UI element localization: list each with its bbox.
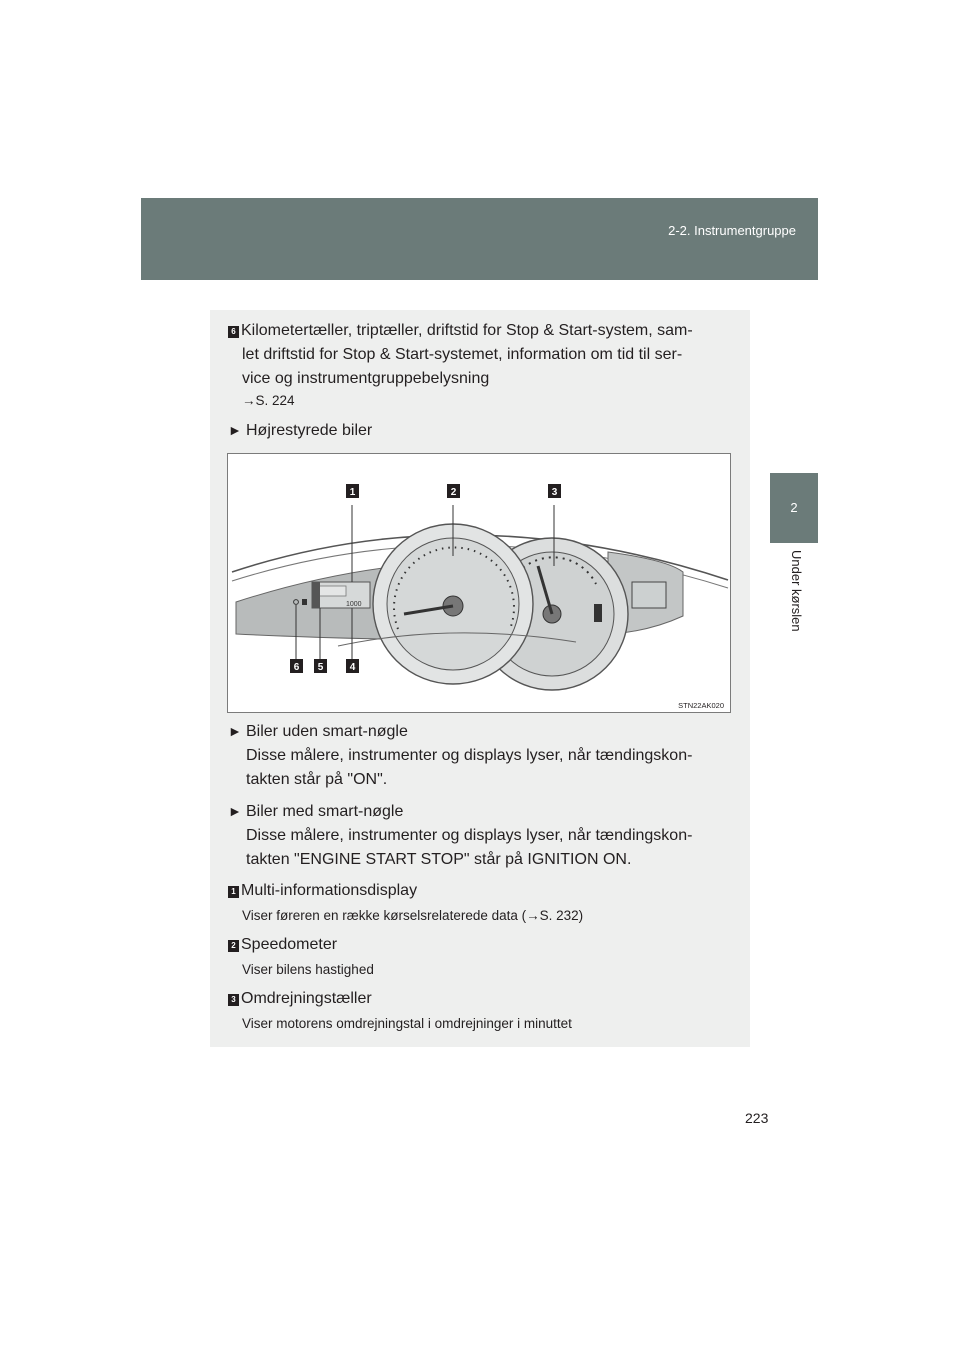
callout-4: 4 <box>349 662 356 673</box>
item-3-desc: Viser motorens omdrejningstal i omdrejninger i minuttet <box>242 1016 572 1031</box>
smart-key-section <box>228 799 732 872</box>
item-2 <box>228 933 732 980</box>
item-6-page-ref: →S. 224 <box>242 393 295 408</box>
chapter-tab: 2 <box>770 473 818 543</box>
callout-1: 1 <box>349 487 356 498</box>
no-smart-key-heading: Biler uden smart-nøgle <box>246 723 408 740</box>
header-bar <box>141 198 818 280</box>
callout-6: 6 <box>293 662 300 673</box>
item-2-title: Speedometer <box>241 936 338 953</box>
item-number-badge: 6 <box>228 326 239 338</box>
figure-code: STN22AK020 <box>678 701 724 710</box>
smart-key-line1: Disse målere, instrumenter og displays lyser, når tændingskon- <box>246 827 693 844</box>
item-2-desc: Viser bilens hastighed <box>242 962 374 977</box>
item-number-badge: 3 <box>228 994 239 1006</box>
item-6 <box>228 319 732 391</box>
no-smart-key-line1: Disse målere, instrumenter og displays lyser, når tændingskon- <box>246 747 693 764</box>
callout-5: 5 <box>317 662 324 673</box>
display-value-label: 1000 <box>346 601 362 608</box>
item-6-text-line3: vice og instrumentgruppebelysning <box>242 370 490 387</box>
rhd-heading-text: Højrestyrede biler <box>246 422 373 439</box>
smart-key-heading: Biler med smart-nøgle <box>246 803 404 820</box>
no-smart-key-line2: takten står på "ON". <box>246 771 388 788</box>
callout-2: 2 <box>450 487 457 498</box>
item-1-title: Multi-informationsdisplay <box>241 882 418 899</box>
smart-key-line2: takten "ENGINE START STOP" står på IGNITION ON. <box>246 851 632 868</box>
item-number-badge: 2 <box>228 940 239 952</box>
item-3 <box>228 987 732 1034</box>
chapter-label: Under kørslen <box>789 550 804 632</box>
instrument-cluster-illustration <box>228 454 730 712</box>
instrument-cluster-figure <box>227 453 731 713</box>
triangle-bullet-icon: ► <box>228 803 242 819</box>
item-6-text-line1: Kilometertæller, triptæller, driftstid for Stop & Start-system, sam- <box>241 322 693 339</box>
rhd-heading <box>228 418 732 443</box>
content-panel <box>210 310 750 1047</box>
item-6-text-line2: let driftstid for Stop & Start-systemet, information om tid til ser- <box>242 346 683 363</box>
triangle-bullet-icon: ► <box>228 422 242 438</box>
item-1-desc: Viser føreren en række kørselsrelaterede data (→S. 232) <box>242 908 584 923</box>
callout-3: 3 <box>551 487 558 498</box>
item-number-badge: 1 <box>228 886 239 898</box>
item-1 <box>228 879 732 926</box>
section-title: 2-2. Instrumentgruppe <box>668 223 796 238</box>
item-3-title: Omdrejningstæller <box>241 990 372 1007</box>
triangle-bullet-icon: ► <box>228 723 242 739</box>
no-smart-key-section <box>228 719 732 792</box>
page-number: 223 <box>745 1110 769 1126</box>
